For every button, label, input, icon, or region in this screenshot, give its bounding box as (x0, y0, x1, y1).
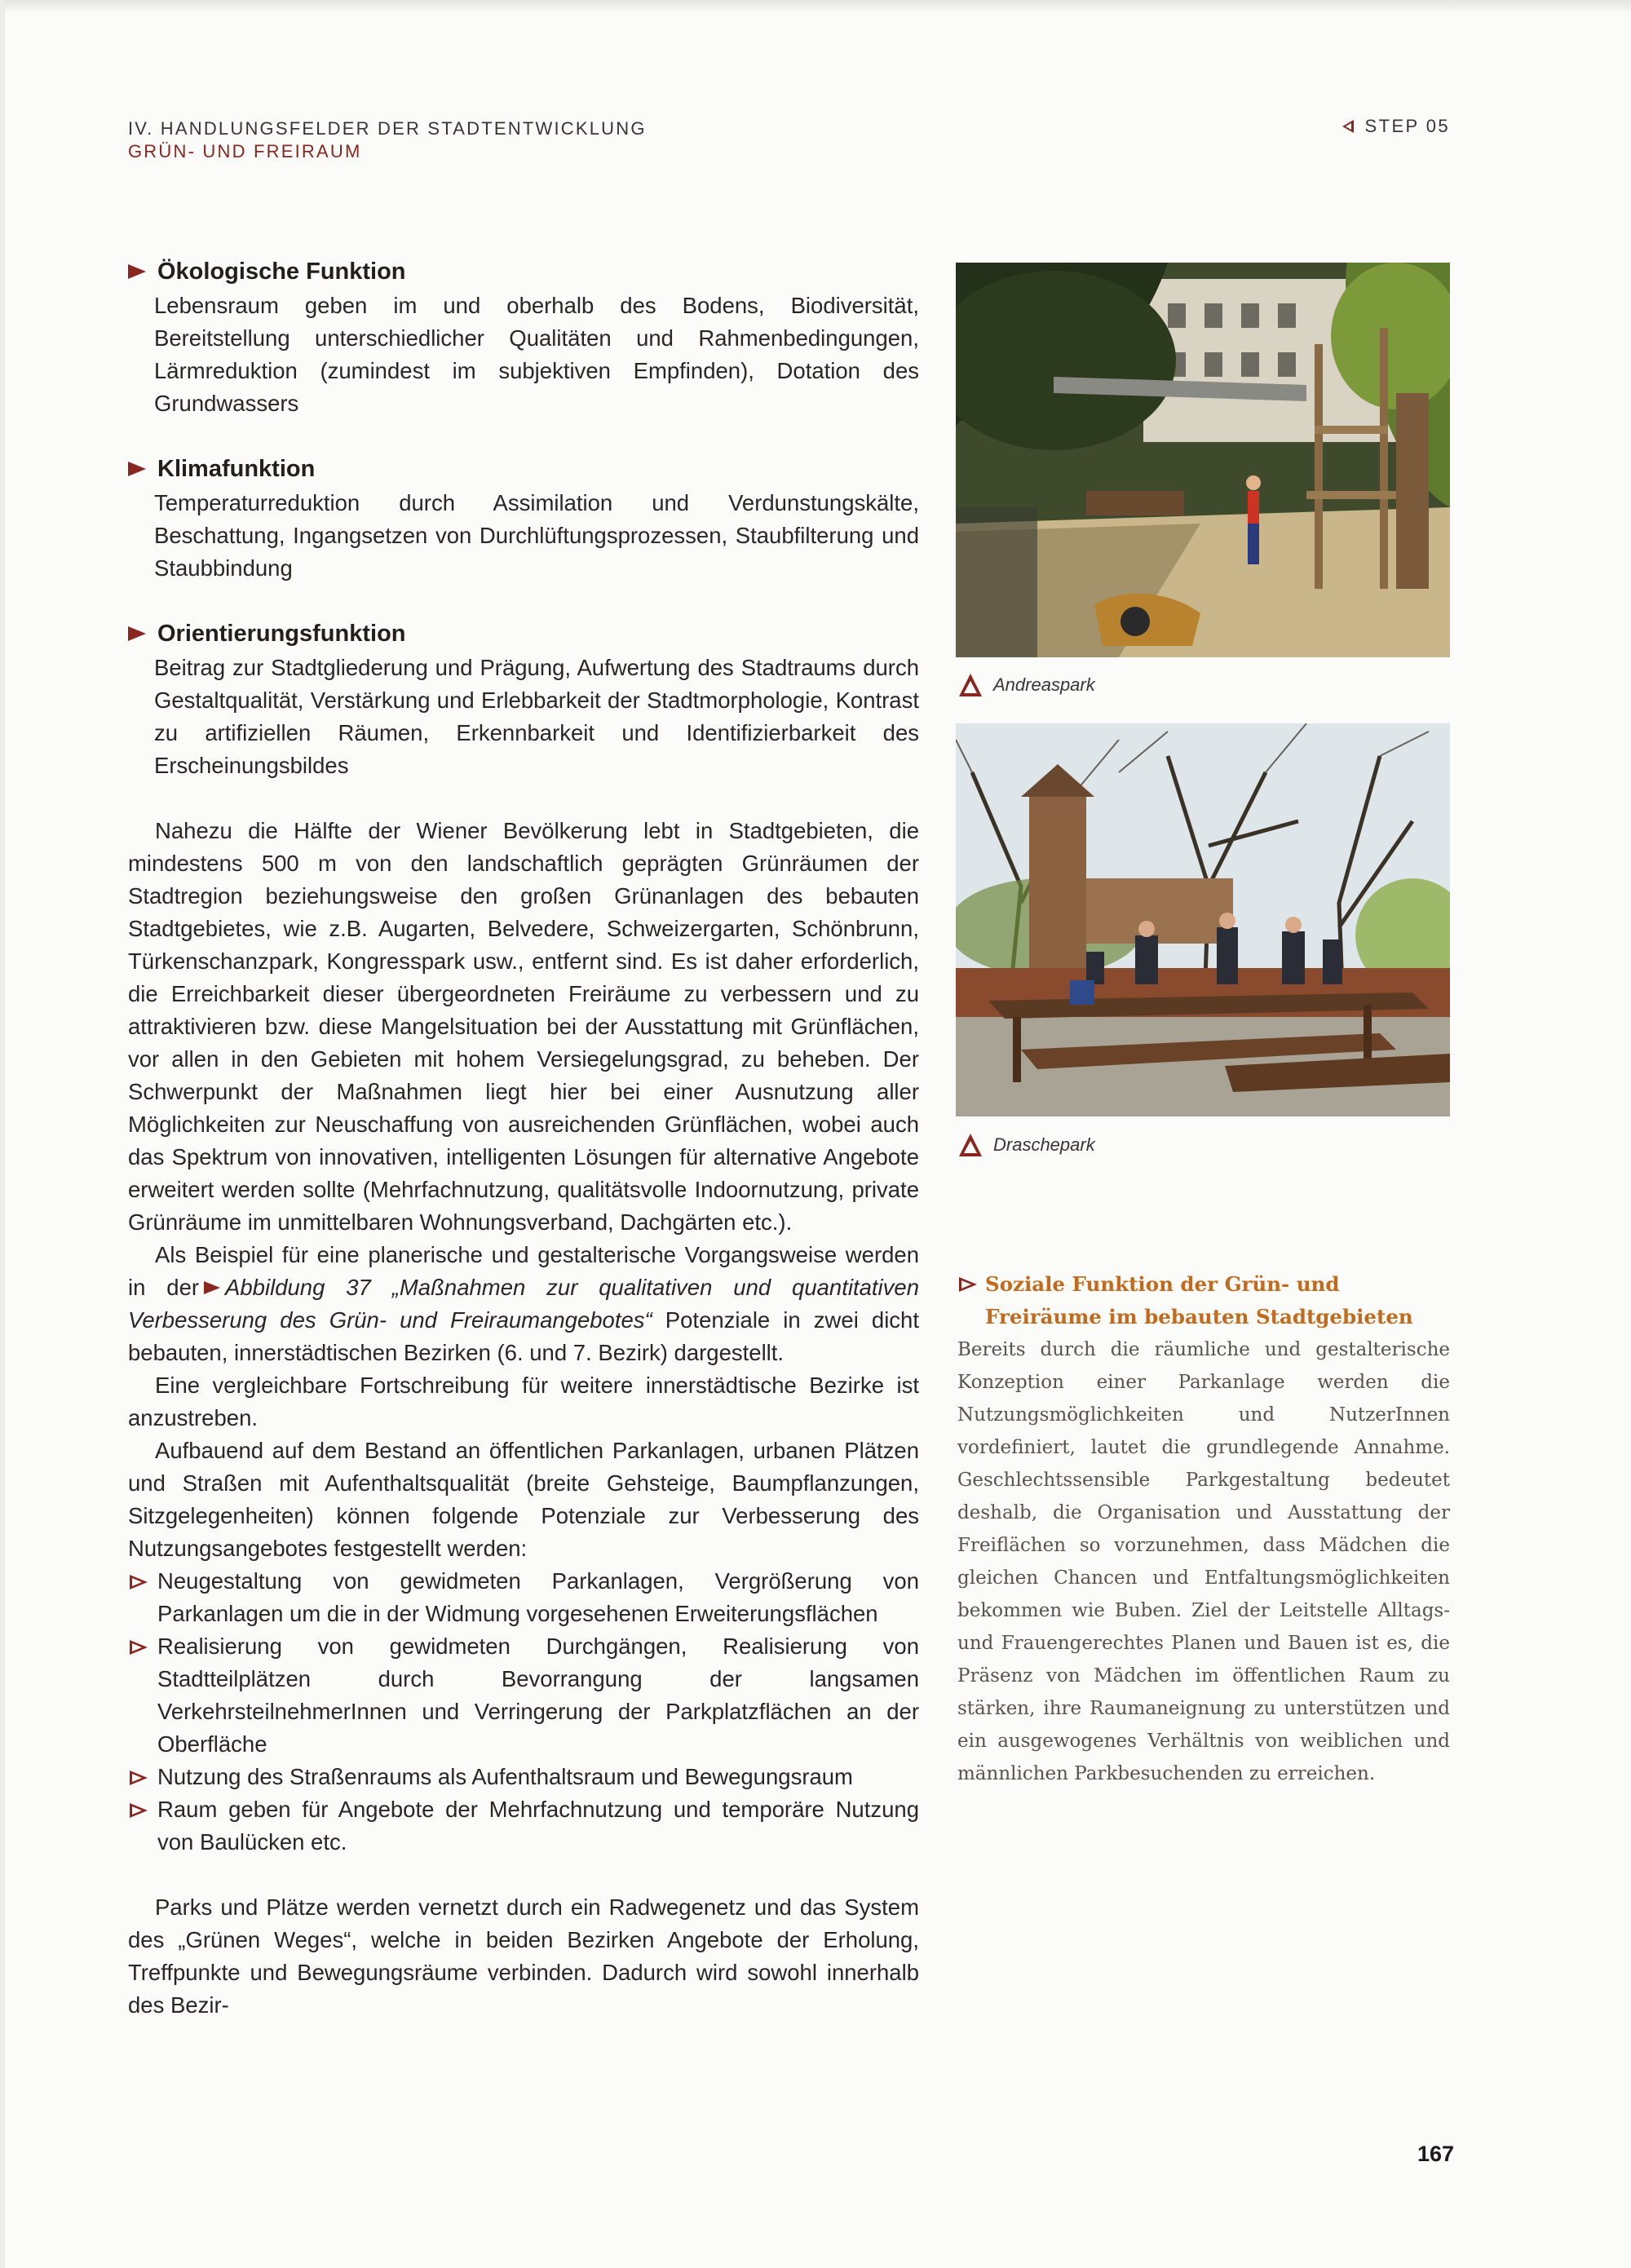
arrow-outline-icon (130, 1575, 148, 1589)
sidebar-box (957, 1268, 1450, 1790)
body-paragraph: Als Beispiel für eine planerische und gestalterische Vorgangsweise werden in der Abbildung 37 „Maßnahmen zur qualitativen und quantitativen Verbesserung des Grün- und Freiraumangebotes“ Potenziale in zwei dicht bebauten, innerstädtischen Bezirken (6. und 7. Bezirk) dargestellt. (128, 1242, 919, 1365)
body-paragraph: Parks und Plätze werden vernetzt durch ein Radwegenetz und das System des „Grünen Weges“, welche in beiden Bezirken Angebote der Erholung, Treffpunkte und Bewegungsräume verbinden. Dadurch wird sowohl innerhalb des Bezir- (128, 1894, 919, 2018)
photo-andreaspark (956, 263, 1450, 657)
sidebar-title: Soziale Funktion der Grün- und Freiräume im bebauten Stadtgebieten (957, 1268, 1450, 1333)
list-item: Neugestaltung von gewidmeten Parkanlagen, Vergrößerung von Parkanlagen um die in der Widmung vorgesehenen Erweiterungsflächen (128, 1565, 919, 1630)
arrow-right-icon (128, 264, 146, 279)
body-paragraph: Eine vergleichbare Fortschreibung für weitere innerstädtische Bezirke ist anzustreben. (128, 1373, 919, 1430)
function-heading: Orientierungsfunktion (128, 617, 919, 650)
arrow-outline-icon (959, 1277, 977, 1292)
delta-icon (959, 1134, 982, 1156)
running-header (128, 117, 647, 163)
delta-icon (959, 674, 982, 696)
function-text: Lebensraum geben im und oberhalb des Bodens, Biodiversität, Bereitstellung unterschiedlicher Qualitäten und Rahmenbedingungen, Lärmreduktion (zumindest im subjektiven Empfinden), Dotation des Grundwassers (154, 293, 919, 416)
scan-edge (0, 0, 1631, 11)
main-column (128, 255, 919, 2022)
triangle-left-icon (1342, 120, 1354, 133)
function-block (128, 255, 919, 420)
scan-edge-left (0, 0, 5, 2268)
photo-caption: Andreaspark (959, 674, 1095, 696)
figure-reference[interactable]: Abbildung 37 „Maßnahmen zur qualitativen und quantitativen Verbesserung des Grün- und Freiraumangebotes“ (128, 1275, 919, 1333)
photo-draschepark (956, 723, 1450, 1116)
arrow-right-icon (128, 462, 146, 476)
chapter-title: IV. HANDLUNGSFELDER DER STADTENTWICKLUNG (128, 118, 647, 139)
body-paragraph: Aufbauend auf dem Bestand an öffentlichen Parkanlagen, urbanen Plätzen und Straßen mit Aufenthaltsqualität (breite Gehsteige, Baumpflanzungen, Sitzgelegenheiten) können folgende Potenziale zur Verbesserung des Nutzungsangebotes festgestellt werden: (128, 1438, 919, 1561)
function-heading: Klimafunktion (128, 453, 919, 485)
step-marker (1342, 116, 1450, 137)
function-heading: Ökologische Funktion (128, 255, 919, 288)
function-block (128, 453, 919, 585)
list-item: Realisierung von gewidmeten Durchgängen, Realisierung von Stadtteilplätzen durch Bevorrangung der langsamen VerkehrsteilnehmerInnen und Verringerung der Parkplatzflächen an der Oberfläche (128, 1630, 919, 1761)
arrow-outline-icon (130, 1803, 148, 1818)
function-text: Temperaturreduktion durch Assimilation und Verdunstungskälte, Beschattung, Ingangsetzen von Durchlüftungsprozessen, Staubfilterung und Staubbindung (154, 490, 919, 581)
sidebar-text: Bereits durch die räumliche und gestalterische Konzeption einer Parkanlage werden die Nutzungsmöglichkeiten und NutzerInnen vordefiniert, lautet die grundlegende Annahme. Geschlechtssensible Parkgestaltung bedeutet deshalb, die Organisation und Ausstattung der Freiflächen so vorzunehmen, dass Mädchen die gleichen Chancen und Entfaltungsmöglichkeiten bekommen wie Buben. Ziel der Leitstelle Alltags- und Frauengerechtes Planen und Bauen ist es, die Präsenz von Mädchen im öffentlichen Raum zu stärken, ihre Raumaneignung zu unterstützen und ein ausgewogenes Verhältnis von weiblichen und männlichen Parkbesuchenden zu erreichen. (957, 1339, 1450, 1784)
function-block (128, 617, 919, 782)
potential-list (128, 1565, 919, 1859)
function-text: Beitrag zur Stadtgliederung und Prägung, Aufwertung des Stadtraums durch Gestaltqualität, Verstärkung und Erlebbarkeit der Stadtmorphologie, Kontrast zu artifiziellen Räumen, Erkennbarkeit und Identifizierbarkeit des Erscheinungsbildes (154, 655, 919, 778)
page-number: 167 (1417, 2142, 1455, 2166)
body-paragraph: Nahezu die Hälfte der Wiener Bevölkerung lebt in Stadtgebieten, die mindestens 500 m von den landschaftlich geprägten Grünräumen der Stadtregion beziehungsweise den großen Grünanlagen des bebauten Stadtgebietes, wie z.B. Augarten, Belvedere, Schweizergarten, Schönbrunn, Türkenschanzpark, Kongresspark usw., entfernt sind. Es ist daher erforderlich, die Erreichbarkeit dieser übergeordneten Freiräume zu verbessern und zu attraktivieren bzw. diese Mangelsituation bei der Ausstattung mit Grünflächen, vor allen in den Gebieten mit hohem Versiegelungsgrad, zu beheben. Der Schwerpunkt der Maßnahmen liegt hier bei einer Ausnutzung aller Möglichkeiten zur Neuschaffung von ausreichenden Grünflächen, wobei auch das Spektrum von innovativen, intelligenten Lösungen für alternative Angebote erweitert werden sollte (Mehrfachnutzung, qualitätsvolle Indoornutzung, private Grünräume im unmittelbaren Wohnungsverband, Dachgärten etc.). (128, 818, 919, 1235)
arrow-right-icon (204, 1281, 220, 1294)
arrow-outline-icon (130, 1640, 148, 1655)
arrow-outline-icon (130, 1771, 148, 1785)
photo-caption: Draschepark (959, 1134, 1095, 1156)
list-item: Nutzung des Straßenraums als Aufenthaltsraum und Bewegungsraum (128, 1761, 919, 1793)
section-title: GRÜN- UND FREIRAUM (128, 141, 362, 161)
step-label: STEP 05 (1364, 116, 1450, 136)
arrow-right-icon (128, 626, 146, 641)
list-item: Raum geben für Angebote der Mehrfachnutzung und temporäre Nutzung von Baulücken etc. (128, 1793, 919, 1859)
